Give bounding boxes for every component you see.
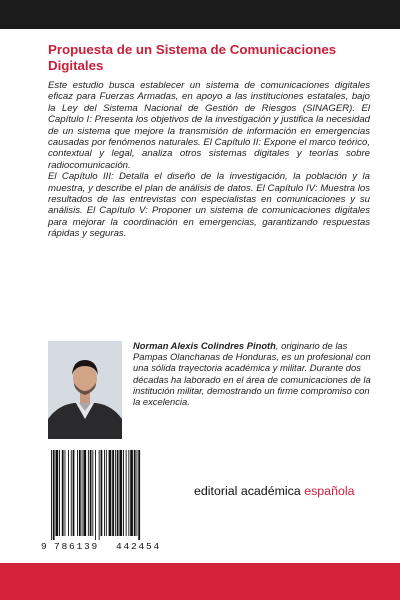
barcode-bar (59, 450, 60, 536)
publisher-name-accent: española (304, 484, 355, 498)
isbn-barcode (38, 448, 183, 552)
barcode-bar (62, 450, 64, 536)
barcode-bar (92, 450, 93, 536)
barcode-bar (90, 450, 92, 536)
bottom-band (0, 563, 400, 600)
author-photo (48, 341, 122, 439)
barcode-bar (56, 450, 59, 536)
barcode-bar (101, 450, 103, 536)
barcode-bar (134, 450, 136, 536)
book-title: Propuesta de un Sistema de Comunicaciones Digitales (48, 42, 337, 73)
barcode-bar (112, 450, 114, 536)
barcode-bar (99, 450, 100, 540)
isbn-digit-prefix: 9 (41, 541, 47, 552)
barcode-bar (119, 450, 122, 536)
barcode-bar (82, 450, 83, 536)
book-abstract (48, 80, 370, 240)
abstract-paragraph-2: El Capítulo III: Detalla el diseño de la investigación, la población y la muestra, y describe el plan de análisis de datos. El Capítulo IV: Muestra los resultados de las entrevistas con especialistas en comunicaciones y su análisis. El Capítulo V: Proponer un sistema de comunicaciones digitales para mejorar la coordinación en emergencias, garantizando respuestas rápidas y seguras. (48, 171, 370, 240)
barcode-bar (106, 450, 107, 536)
barcode-bar (73, 450, 75, 536)
publisher-logo (194, 484, 355, 498)
barcode-bar (88, 450, 89, 536)
barcode-bar (126, 450, 127, 536)
isbn-digits-right: 442454 (116, 541, 162, 552)
publisher-name: editorial académica (194, 484, 305, 498)
barcode-bar (53, 450, 55, 540)
barcode-bar (104, 450, 105, 536)
barcode-bar (95, 450, 96, 540)
barcode-bar (109, 450, 112, 536)
author-bio (133, 340, 373, 407)
barcode-bar (65, 450, 66, 536)
barcode-bar (130, 450, 133, 536)
top-band (0, 0, 400, 29)
author-portrait-icon (48, 341, 122, 439)
barcode-bar (83, 450, 86, 536)
author-bio-text: , originario de las Pampas Olanchanas de Honduras, es un profesional con una sólida trayectoria académica y militar. Durante dos décadas ha laborado en el área de comunicaciones de la institución militar, demostrando un firme compromiso con la excelencia. (133, 340, 371, 408)
barcode-bar (77, 450, 78, 536)
barcode-bar (71, 450, 72, 536)
barcode-bar (79, 450, 81, 536)
isbn-digits-left: 786139 (54, 541, 100, 552)
barcode-bar (117, 450, 119, 536)
barcode-bar (68, 450, 69, 536)
author-name: Norman Alexis Colindres Pinoth (133, 340, 276, 351)
abstract-paragraph-1: Este estudio busca establecer un sistema de comunicaciones digitales eficaz para Fuerzas Armadas, en apoyo a las instituciones estatales, bajo la Ley del Sistema Nacional de Gestión de Riesgos (SINAGER). El Capítulo I: Presenta los objetivos de la investigación y justifica la necesidad de un sistema que mejore la transmisión de información en emergencias causadas por fenómenos naturales. El Capítulo II: Expone el marco teórico, contextual y legal, analiza otros sistemas digitales y teorías sobre radiocomunicación. (48, 80, 370, 171)
barcode-bar (123, 450, 124, 536)
barcode-bar (128, 450, 129, 536)
barcode-bar (137, 450, 138, 536)
barcode-bar (138, 450, 140, 540)
barcode-bar (115, 450, 116, 536)
barcode-bar (51, 450, 52, 540)
